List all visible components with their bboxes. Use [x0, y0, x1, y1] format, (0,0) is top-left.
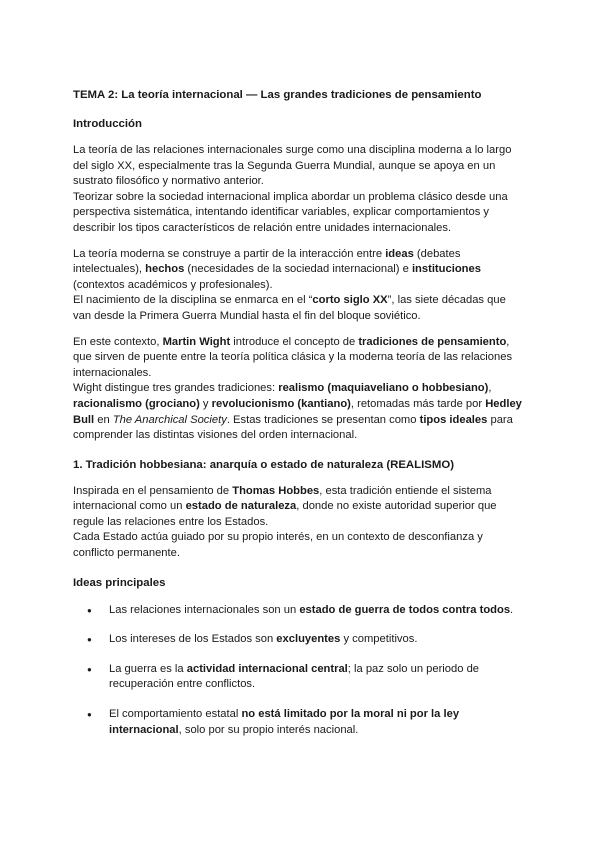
- list-item: ● Los intereses de los Estados son excluyentes y competitivos.: [87, 632, 526, 648]
- section1-p1b-text: Cada Estado actúa guiado por su propio interés, en un contexto de desconfianza y conflicto permanente.: [73, 531, 483, 560]
- intro-p3-text: En este contexto, Martin Wight introduce el concepto de tradiciones de pensamiento, que sirven de puente entre la teoría política clásica y la moderna teoría de las relaciones internacionales.: [73, 335, 513, 379]
- list-item: ● Las relaciones internacionales son un estado de guerra de todos contra todos.: [87, 603, 526, 619]
- intro-paragraph-3: [73, 335, 526, 444]
- list-item: ● La guerra es la actividad internacional central; la paz solo un periodo de recuperación entre conflictos.: [87, 662, 526, 693]
- ideas-heading: Ideas principales: [73, 576, 166, 589]
- intro-p2-text: La teoría moderna se construye a partir de la interacción entre ideas (debates intelectuales), hechos (necesidades de la sociedad internacional) e instituciones (contextos académicos y profesionales).: [73, 247, 481, 291]
- document-title: TEMA 2: La teoría internacional — Las grandes tradiciones de pensamiento: [73, 89, 482, 101]
- intro-paragraph-1: [73, 143, 526, 237]
- intro-p1b-text: Teorizar sobre la sociedad internacional implica abordar un problema clásico desde una perspectiva sistemática, intentando identificar variables, explicar comportamientos y describir los tipos característicos de relación entre unidades internacionales.: [73, 190, 508, 234]
- intro-p1-text: La teoría de las relaciones internacionales surge como una disciplina moderna a lo largo del siglo XX, especialmente tras la Segunda Guerra Mundial, aunque se apoya en un sustrato filosófico y normativo anterior.: [73, 144, 512, 188]
- list-item: ● El comportamiento estatal no está limitado por la moral ni por la ley internacional, solo por su propio interés nacional.: [87, 707, 526, 738]
- intro-paragraph-2: [73, 247, 526, 325]
- section1-heading: 1. Tradición hobbesiana: anarquía o estado de naturaleza (REALISMO): [73, 458, 455, 471]
- intro-p3b-text: Wight distingue tres grandes tradiciones: realismo (maquiaveliano o hobbesiano), racionalismo (grociano) y revolucionismo (kantiano), retomadas más tarde por Hedley Bull en The Anarchical Society. Estas tradiciones se presentan como tipos ideales para comprender las distintas visiones del orden internacional.: [73, 382, 522, 442]
- section1-p1-text: Inspirada en el pensamiento de Thomas Hobbes, esta tradición entiende el sistema internacional como un estado de naturaleza, donde no existe autoridad superior que regule las relaciones entre los Estados.: [73, 484, 497, 528]
- section1-paragraph: [73, 484, 526, 562]
- ideas-list: [73, 603, 526, 739]
- intro-heading: Introducción: [73, 118, 142, 130]
- intro-p2b-text: El nacimiento de la disciplina se enmarca en el “corto siglo XX”, las siete décadas que van desde la Primera Guerra Mundial hasta el fin del bloque soviético.: [73, 294, 506, 322]
